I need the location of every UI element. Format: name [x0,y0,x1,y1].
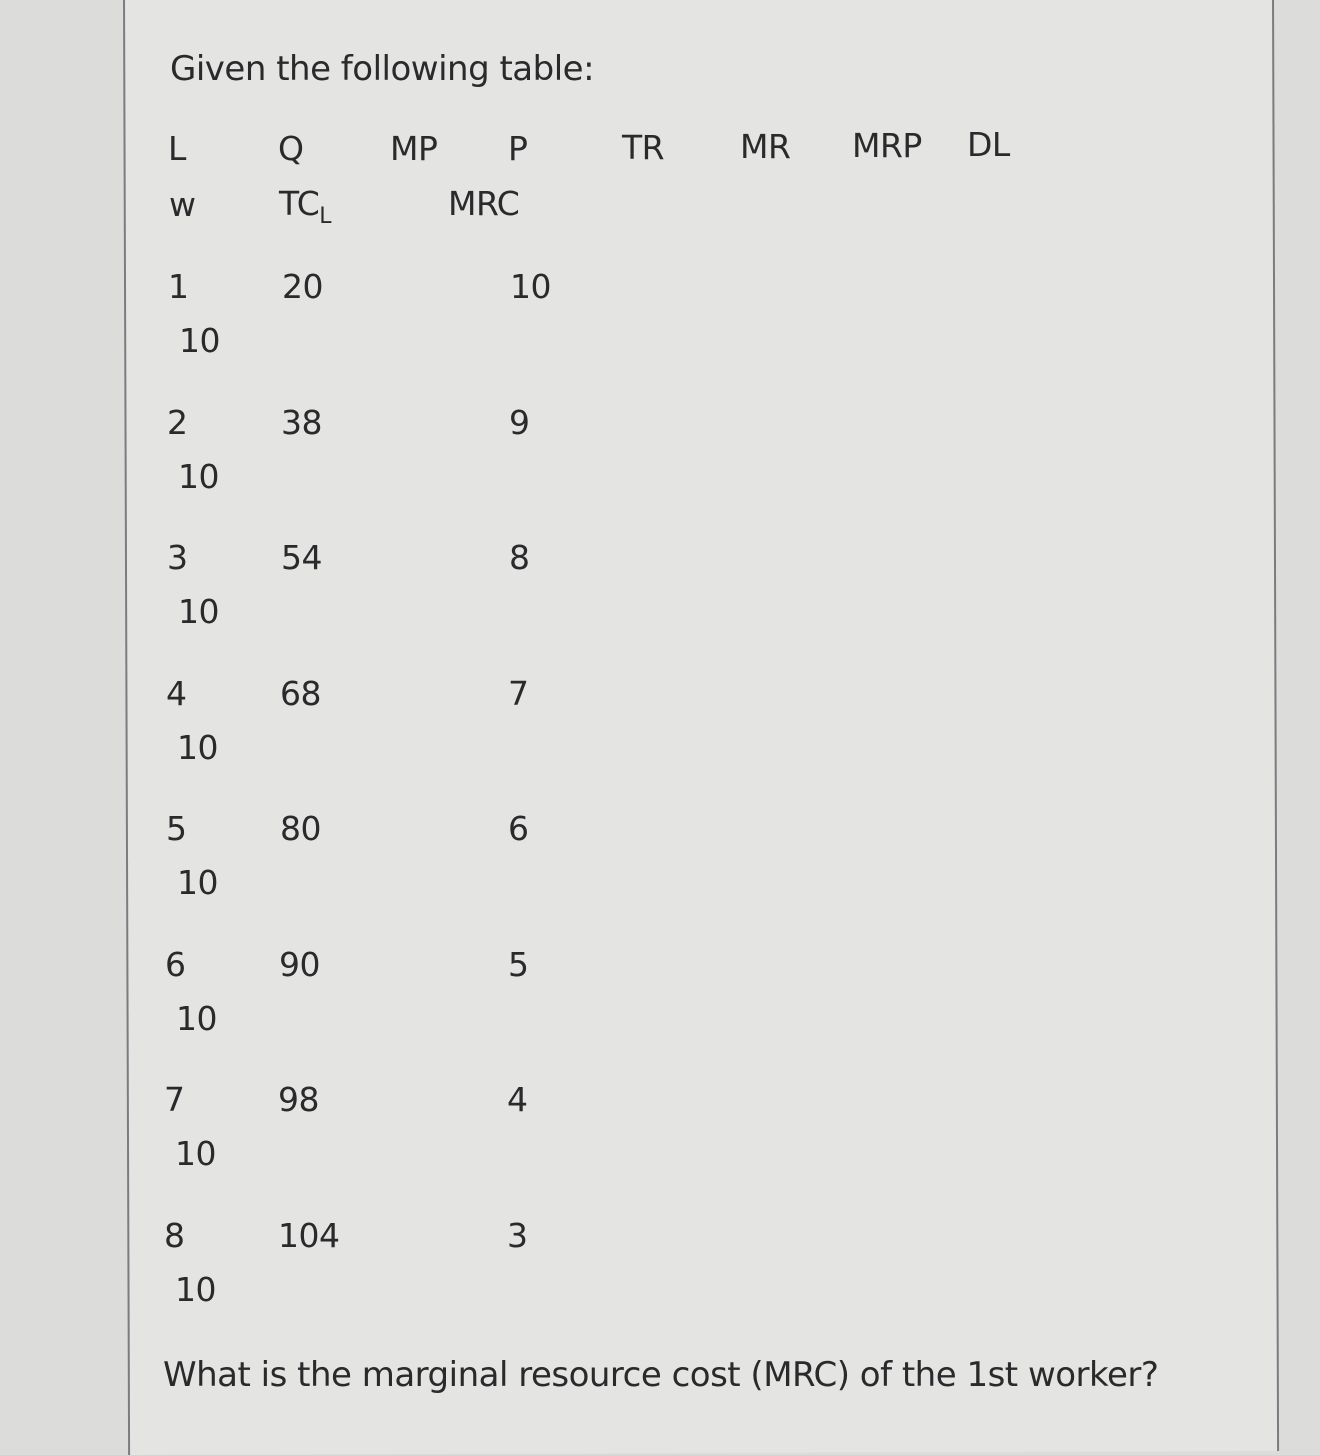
cell-q: 104 [278,1216,340,1255]
cell-p: 6 [508,809,529,848]
cell-p: 5 [508,945,529,984]
cell-p: 7 [508,674,529,713]
cell-l: 1 [168,267,189,306]
cell-l: 2 [167,403,188,442]
cell-p: 3 [507,1216,528,1255]
cell-q: 90 [279,945,320,984]
intro-text: Given the following table: [170,49,595,89]
cell-l: 8 [164,1216,185,1255]
column-header-mrc: MRC [448,184,520,223]
cell-q: 38 [281,403,322,442]
column-header-mp: MP [390,129,438,168]
cell-w: 10 [177,863,218,902]
cell-p: 9 [509,403,530,442]
column-header-p: P [508,129,528,168]
cell-w: 10 [177,728,218,767]
column-header-q: Q [278,129,304,168]
column-header-tr: TR [622,128,665,167]
cell-w: 10 [178,457,219,496]
column-header-tcl: $TC_L$ [279,184,332,229]
cell-l: 5 [166,809,187,848]
cell-q: 98 [278,1080,319,1119]
column-header-w: w [169,185,196,224]
cell-w: 10 [179,321,220,360]
cell-p: 4 [507,1080,528,1119]
cell-q: 80 [280,809,321,848]
cell-l: 7 [164,1080,185,1119]
column-header-mr: MR [740,127,791,166]
cell-w: 10 [175,1134,216,1173]
column-header-dl: DL [967,125,1010,164]
column-header-l: L [168,129,186,168]
cell-q: 68 [280,674,321,713]
cell-l: 6 [165,945,186,984]
cell-q: 20 [282,267,323,306]
cell-l: 4 [166,674,187,713]
question-text: What is the marginal resource cost (MRC) of the 1st worker? [163,1355,1159,1395]
column-header-mrp: MRP [852,126,922,165]
cell-w: 10 [176,999,217,1038]
cell-w: 10 [178,592,219,631]
cell-l: 3 [167,538,188,577]
cell-p: 8 [509,538,530,577]
cell-w: 10 [175,1270,216,1309]
cell-p: 10 [510,267,551,306]
cell-q: 54 [281,538,322,577]
